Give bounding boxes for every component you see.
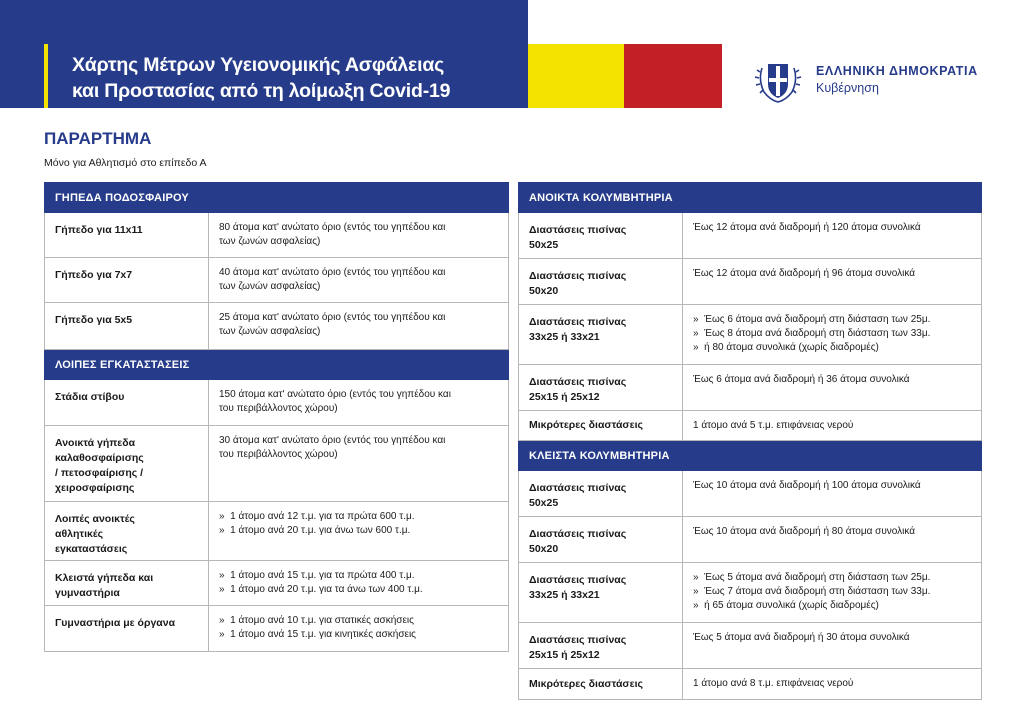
row-value: [209, 380, 509, 426]
section-header-other: [45, 350, 509, 380]
row-label: Γήπεδο για 11x11: [45, 213, 209, 258]
label-line: Ανοικτά γήπεδα: [55, 437, 136, 449]
label-line: 50x20: [529, 543, 559, 555]
section-header-football: [45, 183, 509, 213]
row-value: Έως 12 άτομα ανά διαδρομή ή 120 άτομα συνολικά: [683, 213, 982, 259]
value-line: 30 άτομα κατ' ανώτατο όριο (εντός του γηπέδου και: [219, 435, 446, 446]
label-line: χειροσφαίρισης: [55, 482, 135, 494]
right-measures-table: [518, 182, 982, 700]
label-line: καλαθοσφαίρισης: [55, 452, 144, 464]
row-label: [45, 426, 209, 502]
value-line: 80 άτομα κατ' ανώτατο όριο (εντός του γηπέδου και: [219, 222, 446, 233]
row-label: [519, 563, 683, 623]
label-line: Λοιπές ανοικτές: [55, 513, 135, 525]
table-row: [45, 303, 509, 350]
row-value: [209, 426, 509, 502]
label-line: 25x15 ή 25x12: [529, 649, 600, 661]
value-line: των ζωνών ασφαλείας): [219, 236, 321, 247]
table-row: [45, 561, 509, 606]
value-line: των ζωνών ασφαλείας): [219, 326, 321, 337]
row-label: [45, 606, 209, 652]
table-row: [519, 623, 982, 669]
row-label: [519, 259, 683, 305]
table-row: [519, 365, 982, 411]
row-label: Μικρότερες διαστάσεις: [519, 669, 683, 700]
table-row: [519, 471, 982, 517]
bullet-item: » Έως 5 άτομα ανά διαδρομή στη διάσταση των 25μ.: [693, 571, 975, 585]
table-row: [45, 380, 509, 426]
table-row: [519, 213, 982, 259]
row-label: Γήπεδο για 5x5: [45, 303, 209, 350]
page-title: [72, 52, 450, 104]
table-row: [519, 305, 982, 365]
row-value: [209, 303, 509, 350]
table-row: [519, 563, 982, 623]
label-line: αθλητικές: [55, 528, 104, 540]
row-label: [519, 213, 683, 259]
section-header-open-pools: [519, 183, 982, 213]
row-value: Έως 10 άτομα ανά διαδρομή ή 80 άτομα συνολικά: [683, 517, 982, 563]
table-row: [45, 426, 509, 502]
government-subtitle: Κυβέρνηση: [816, 81, 879, 95]
row-value: [209, 258, 509, 303]
left-measures-table: [44, 182, 509, 652]
bullet-item: » Έως 6 άτομα ανά διαδρομή στη διάσταση των 25μ.: [693, 313, 975, 327]
row-value: [209, 606, 509, 652]
bullet-item: » 1 άτομο ανά 10 τ.μ. για στατικές ασκήσεις: [219, 614, 502, 628]
label-line: Διαστάσεις πισίνας: [529, 316, 627, 328]
label-line: 50x25: [529, 497, 559, 509]
row-label: [519, 365, 683, 411]
row-value: Έως 6 άτομα ανά διαδρομή ή 36 άτομα συνολικά: [683, 365, 982, 411]
label-line: / πετοσφαίρισης /: [55, 467, 144, 479]
bullet-item: » Έως 8 άτομα ανά διαδρομή στη διάσταση των 33μ.: [693, 327, 975, 341]
label-line: εγκαταστάσεις: [55, 543, 128, 555]
row-value: Έως 5 άτομα ανά διαδρομή ή 30 άτομα συνολικά: [683, 623, 982, 669]
bullet-item: » 1 άτομο ανά 15 τ.μ. για τα πρώτα 400 τ.μ.: [219, 569, 502, 583]
label-line: Διαστάσεις πισίνας: [529, 574, 627, 586]
value-line: 25 άτομα κατ' ανώτατο όριο (εντός του γηπέδου και: [219, 312, 446, 323]
bullet-item: » Έως 7 άτομα ανά διαδρομή στη διάσταση των 33μ.: [693, 585, 975, 599]
row-value: Έως 10 άτομα ανά διαδρομή ή 100 άτομα συνολικά: [683, 471, 982, 517]
value-line: του περιβάλλοντος χώρου): [219, 403, 338, 414]
label-line: 25x15 ή 25x12: [529, 391, 600, 403]
label-line: Στάδια στίβου: [55, 391, 125, 403]
row-label: [519, 517, 683, 563]
government-name: ΕΛΛΗΝΙΚΗ ΔΗΜΟΚΡΑΤΙΑ: [816, 64, 978, 78]
label-line: Διαστάσεις πισίνας: [529, 270, 627, 282]
header-accent-line: [44, 44, 48, 108]
label-line: 33x25 ή 33x21: [529, 589, 600, 601]
row-label: Γήπεδο για 7x7: [45, 258, 209, 303]
label-line: 50x20: [529, 285, 559, 297]
flag-stripe-red: [624, 44, 722, 108]
bullet-item: » 1 άτομο ανά 15 τ.μ. για κινητικές ασκήσεις: [219, 628, 502, 642]
table-row: [45, 213, 509, 258]
table-row: [45, 258, 509, 303]
row-label: Μικρότερες διαστάσεις: [519, 411, 683, 441]
bullet-item: » 1 άτομο ανά 20 τ.μ. για τα άνω των 400 τ.μ.: [219, 583, 502, 597]
bullet-item: » ή 80 άτομα συνολικά (χωρίς διαδρομές): [693, 341, 975, 355]
row-value: 1 άτομο ανά 5 τ.μ. επιφάνειας νερού: [683, 411, 982, 441]
row-value: [683, 563, 982, 623]
page-title-line-2: και Προστασίας από τη λοίμωξη Covid-19: [72, 80, 451, 102]
row-label: [45, 561, 209, 606]
row-value: 1 άτομο ανά 8 τ.μ. επιφάνειας νερού: [683, 669, 982, 700]
flag-stripe-yellow: [528, 44, 624, 108]
label-line: γυμναστήρια: [55, 587, 120, 599]
bullet-item: » 1 άτομο ανά 12 τ.μ. για τα πρώτα 600 τ.μ.: [219, 510, 502, 524]
bullet-item: » 1 άτομο ανά 20 τ.μ. για άνω των 600 τ.μ.: [219, 524, 502, 538]
section-title-football: ΓΗΠΕΔΑ ΠΟΔΟΣΦΑΙΡΟΥ: [45, 183, 509, 213]
row-label: [45, 380, 209, 426]
greek-coat-of-arms-icon: [752, 54, 804, 106]
table-row: [519, 259, 982, 305]
row-value: [209, 561, 509, 606]
section-title-other: ΛΟΙΠΕΣ ΕΓΚΑΤΑΣΤΑΣΕΙΣ: [45, 350, 509, 380]
value-line: 40 άτομα κατ' ανώτατο όριο (εντός του γηπέδου και: [219, 267, 446, 278]
label-line: 33x25 ή 33x21: [529, 331, 600, 343]
table-row: [45, 606, 509, 652]
table-row: [45, 502, 509, 561]
row-value: [209, 213, 509, 258]
row-value: [209, 502, 509, 561]
row-label: [45, 502, 209, 561]
section-title-open-pools: ΑΝΟΙΚΤΑ ΚΟΛΥΜΒΗΤΗΡΙΑ: [519, 183, 982, 213]
label-line: Διαστάσεις πισίνας: [529, 528, 627, 540]
bullet-item: » ή 65 άτομα συνολικά (χωρίς διαδρομές): [693, 599, 975, 613]
row-label: [519, 623, 683, 669]
annex-subtitle: Μόνο για Αθλητισμό στο επίπεδο Α: [44, 157, 207, 169]
section-header-closed-pools: [519, 441, 982, 471]
label-line: Διαστάσεις πισίνας: [529, 224, 627, 236]
label-line: Κλειστά γήπεδα και: [55, 572, 154, 584]
value-line: του περιβάλλοντος χώρου): [219, 449, 338, 460]
label-line: Διαστάσεις πισίνας: [529, 482, 627, 494]
annex-title: ΠΑΡΑΡΤΗΜΑ: [44, 129, 152, 148]
table-row: [519, 411, 982, 441]
row-value: [683, 305, 982, 365]
label-line: Διαστάσεις πισίνας: [529, 634, 627, 646]
section-title-closed-pools: ΚΛΕΙΣΤΑ ΚΟΛΥΜΒΗΤΗΡΙΑ: [519, 441, 982, 471]
value-line: των ζωνών ασφαλείας): [219, 281, 321, 292]
row-label: [519, 305, 683, 365]
label-line: Γυμναστήρια με όργανα: [55, 617, 176, 629]
label-line: Διαστάσεις πισίνας: [529, 376, 627, 388]
table-row: [519, 669, 982, 700]
value-line: 150 άτομα κατ' ανώτατο όριο (εντός του γηπέδου και: [219, 389, 451, 400]
label-line: 50x25: [529, 239, 559, 251]
row-label: [519, 471, 683, 517]
table-row: [519, 517, 982, 563]
page-title-line-1: Χάρτης Μέτρων Υγειονομικής Ασφάλειας: [72, 54, 445, 76]
row-value: Έως 12 άτομα ανά διαδρομή ή 96 άτομα συνολικά: [683, 259, 982, 305]
